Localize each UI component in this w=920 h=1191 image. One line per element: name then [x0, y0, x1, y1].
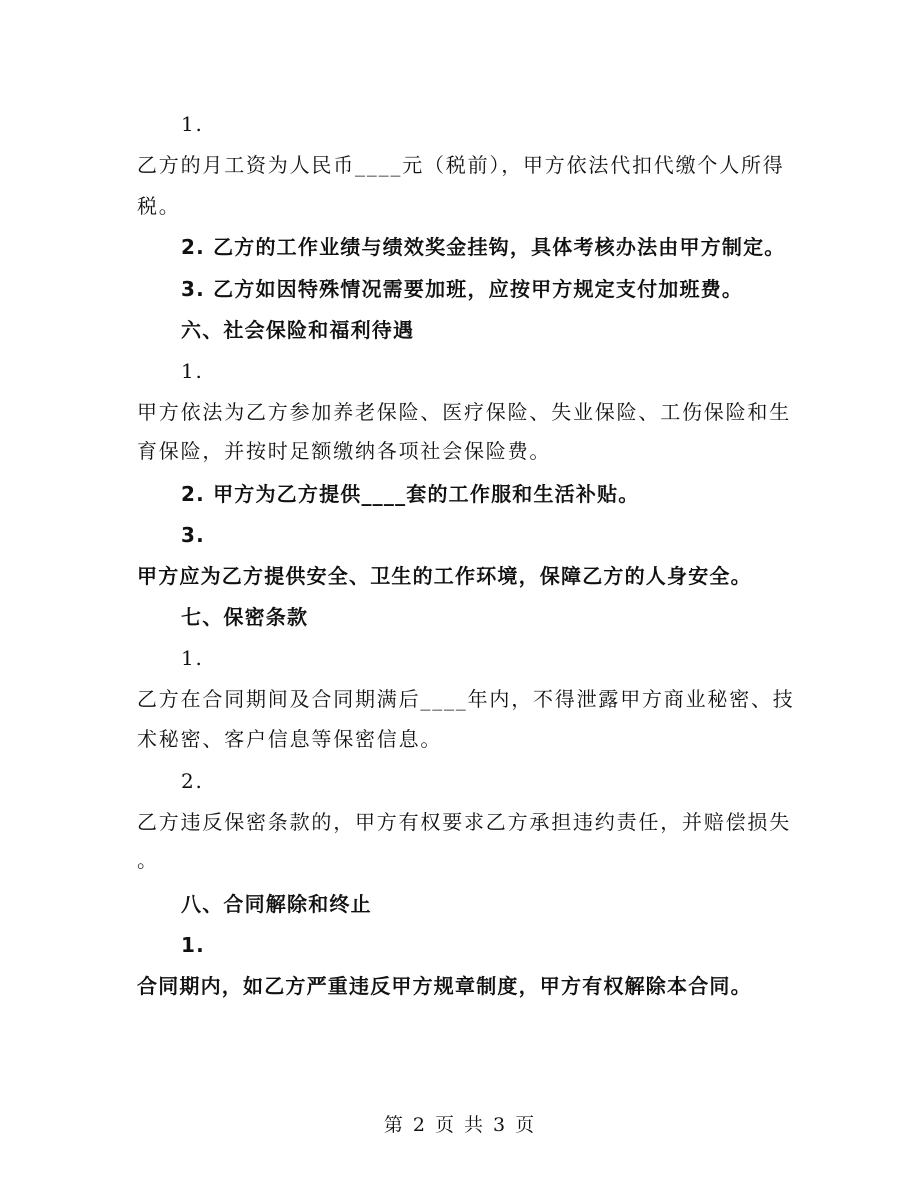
- paragraph-line: 。: [137, 848, 159, 872]
- paragraph-line: 甲方应为乙方提供安全、卫生的工作环境，保障乙方的人身安全。: [137, 564, 752, 588]
- item-number: 1.: [181, 933, 205, 957]
- paragraph-line: 2. 乙方的工作业绩与绩效奖金挂钩，具体考核办法由甲方制定。: [181, 235, 786, 259]
- paragraph-line: 甲方依法为乙方参加养老保险、医疗保险、失业保险、工伤保险和生: [137, 400, 791, 424]
- paragraph-line: 税。: [137, 194, 181, 218]
- paragraph-line: 2. 甲方为乙方提供____套的工作服和生活补贴。: [181, 482, 640, 506]
- item-number: 2.: [181, 769, 204, 793]
- paragraph-line: 3. 乙方如因特殊情况需要加班，应按甲方规定支付加班费。: [181, 277, 744, 301]
- section-heading: 六、社会保险和福利待遇: [181, 318, 415, 342]
- page-footer: 第 2 页 共 3 页: [383, 1114, 537, 1136]
- paragraph-line: 乙方违反保密条款的，甲方有权要求乙方承担违约责任，并赔偿损失: [137, 810, 791, 834]
- paragraph-line: 乙方在合同期间及合同期满后____年内，不得泄露甲方商业秘密、技: [137, 687, 795, 711]
- section-heading: 八、合同解除和终止: [181, 892, 372, 916]
- item-number: 1.: [181, 646, 204, 670]
- section-heading: 七、保密条款: [181, 605, 309, 629]
- paragraph-line: 合同期内，如乙方严重违反甲方规章制度，甲方有权解除本合同。: [137, 974, 752, 998]
- paragraph-line: 育保险，并按时足额缴纳各项社会保险费。: [137, 439, 552, 463]
- paragraph-line: 术秘密、客户信息等保密信息。: [137, 727, 443, 751]
- item-number: 3.: [181, 523, 205, 547]
- item-number: 1.: [181, 359, 204, 383]
- item-number: 1.: [181, 112, 204, 136]
- paragraph-line: 乙方的月工资为人民币____元（税前），甲方依法代扣代缴个人所得: [137, 153, 785, 177]
